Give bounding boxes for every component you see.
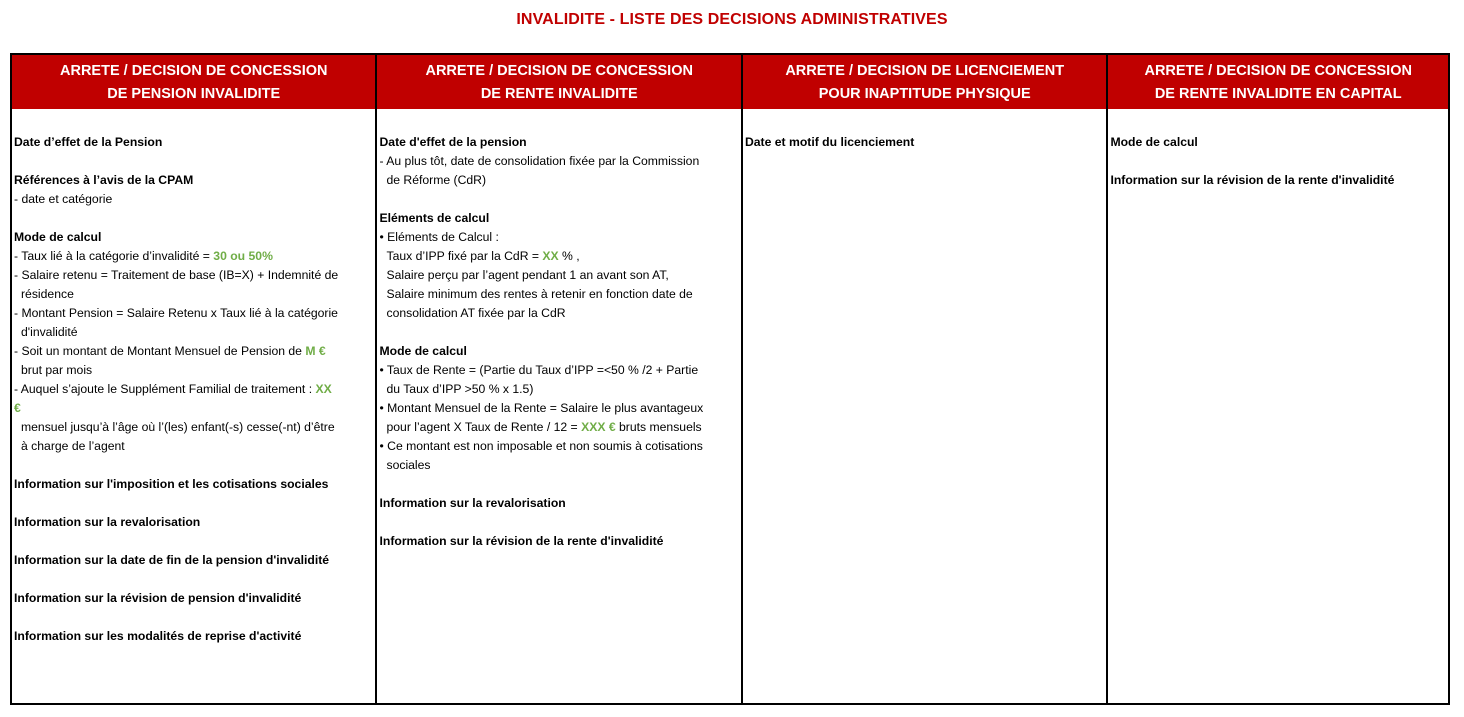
section — [379, 133, 740, 190]
section-heading: Information sur les modalités de reprise d'activité — [14, 629, 302, 643]
section-heading: Information sur la date de fin de la pension d'invalidité — [14, 553, 330, 567]
text-line: Salaire minimum des rentes à retenir en fonction date de — [386, 287, 693, 301]
decisions-table — [10, 53, 1450, 705]
column-header: ARRETE / DECISION DE CONCESSION DE PENSION INVALIDITE — [12, 55, 375, 109]
text-line: consolidation AT fixée par la CdR — [386, 306, 566, 320]
page-title: INVALIDITE - LISTE DES DECISIONS ADMINISTRATIVES — [516, 11, 948, 28]
section-heading: Information sur la révision de la rente d'invalidité — [1110, 173, 1395, 187]
highlight-value: XX — [315, 382, 332, 396]
text-line: • Taux de Rente = (Partie du Taux d’IPP =<50 % /2 + Partie — [379, 363, 699, 377]
text-line: - Soit un montant de Montant Mensuel de Pension de M € — [14, 344, 326, 358]
text-line: de Réforme (CdR) — [386, 173, 487, 187]
text-line: Salaire perçu par l’agent pendant 1 an avant son AT, — [386, 268, 669, 282]
section-heading: Mode de calcul — [379, 344, 467, 358]
text-line: - Montant Pension = Salaire Retenu x Taux lié à la catégorie — [14, 306, 338, 320]
column-body — [377, 109, 740, 570]
text-line: - Au plus tôt, date de consolidation fixée par la Commission — [379, 154, 700, 168]
section-heading: Date et motif du licenciement — [744, 135, 915, 149]
column-header: ARRETE / DECISION DE CONCESSION DE RENTE INVALIDITE EN CAPITAL — [1108, 55, 1448, 109]
section — [14, 589, 375, 608]
column-header: ARRETE / DECISION DE LICENCIEMENT POUR INAPTITUDE PHYSIQUE — [743, 55, 1106, 109]
text-line: pour l’agent X Taux de Rente / 12 = XXX € bruts mensuels — [386, 420, 702, 434]
text-line: • Ce montant est non imposable et non soumis à cotisations — [379, 439, 703, 453]
section-heading: Information sur la révision de la rente d'invalidité — [379, 534, 664, 548]
section-heading: Mode de calcul — [14, 230, 102, 244]
highlight-value: XXX € — [581, 420, 616, 434]
section — [14, 551, 375, 570]
text-line: - date et catégorie — [14, 192, 113, 206]
text-line: brut par mois — [21, 363, 93, 377]
column-rente-capital — [1108, 55, 1448, 703]
section — [14, 513, 375, 532]
section — [14, 475, 375, 494]
column-licenciement — [743, 55, 1108, 703]
column-body — [1108, 109, 1448, 209]
text-line: Taux d’IPP fixé par la CdR = XX % , — [386, 249, 580, 263]
column-pension-invalidite — [12, 55, 377, 703]
text-line: sociales — [386, 458, 431, 472]
section — [379, 342, 740, 475]
text-line: du Taux d’IPP >50 % x 1.5) — [386, 382, 534, 396]
section-heading: Mode de calcul — [1110, 135, 1198, 149]
text-line: résidence — [21, 287, 74, 301]
text-line: à charge de l’agent — [21, 439, 125, 453]
section-heading: Date d’effet de la Pension — [14, 135, 163, 149]
text-line: mensuel jusqu’à l’âge où l’(les) enfant(-s) cesse(-nt) d’être — [21, 420, 335, 434]
section-heading: Date d'effet de la pension — [379, 135, 527, 149]
highlight-value: € — [14, 401, 21, 415]
section — [745, 133, 1106, 152]
column-header: ARRETE / DECISION DE CONCESSION DE RENTE INVALIDITE — [377, 55, 740, 109]
section-heading: Information sur la révision de pension d'invalidité — [14, 591, 302, 605]
section-heading: Eléments de calcul — [379, 211, 490, 225]
text-line: - Taux lié à la catégorie d’invalidité = 30 ou 50% — [14, 249, 273, 263]
section-heading: Information sur la revalorisation — [14, 515, 201, 529]
highlight-value: 30 ou 50% — [213, 249, 273, 263]
section — [1110, 133, 1448, 152]
text-line: d'invalidité — [21, 325, 78, 339]
section — [14, 627, 375, 646]
section-heading: Références à l’avis de la CPAM — [14, 173, 194, 187]
column-body — [12, 109, 375, 665]
section-heading: Information sur la revalorisation — [379, 496, 566, 510]
section — [1110, 171, 1448, 190]
highlight-value: M € — [305, 344, 326, 358]
section — [14, 133, 375, 152]
column-body — [743, 109, 1106, 171]
section-heading: Information sur l'imposition et les cotisations sociales — [14, 477, 329, 491]
text-line: - Salaire retenu = Traitement de base (IB=X) + Indemnité de — [14, 268, 339, 282]
section — [379, 209, 740, 323]
section — [379, 532, 740, 551]
text-line: • Montant Mensuel de la Rente = Salaire le plus avantageux — [379, 401, 704, 415]
section — [14, 171, 375, 209]
text-line: - Auquel s’ajoute le Supplément Familial de traitement : XX — [14, 382, 332, 396]
section — [379, 494, 740, 513]
column-rente-invalidite — [377, 55, 742, 703]
text-line: • Eléments de Calcul : — [379, 230, 499, 244]
highlight-value: XX — [542, 249, 559, 263]
section — [14, 228, 375, 456]
